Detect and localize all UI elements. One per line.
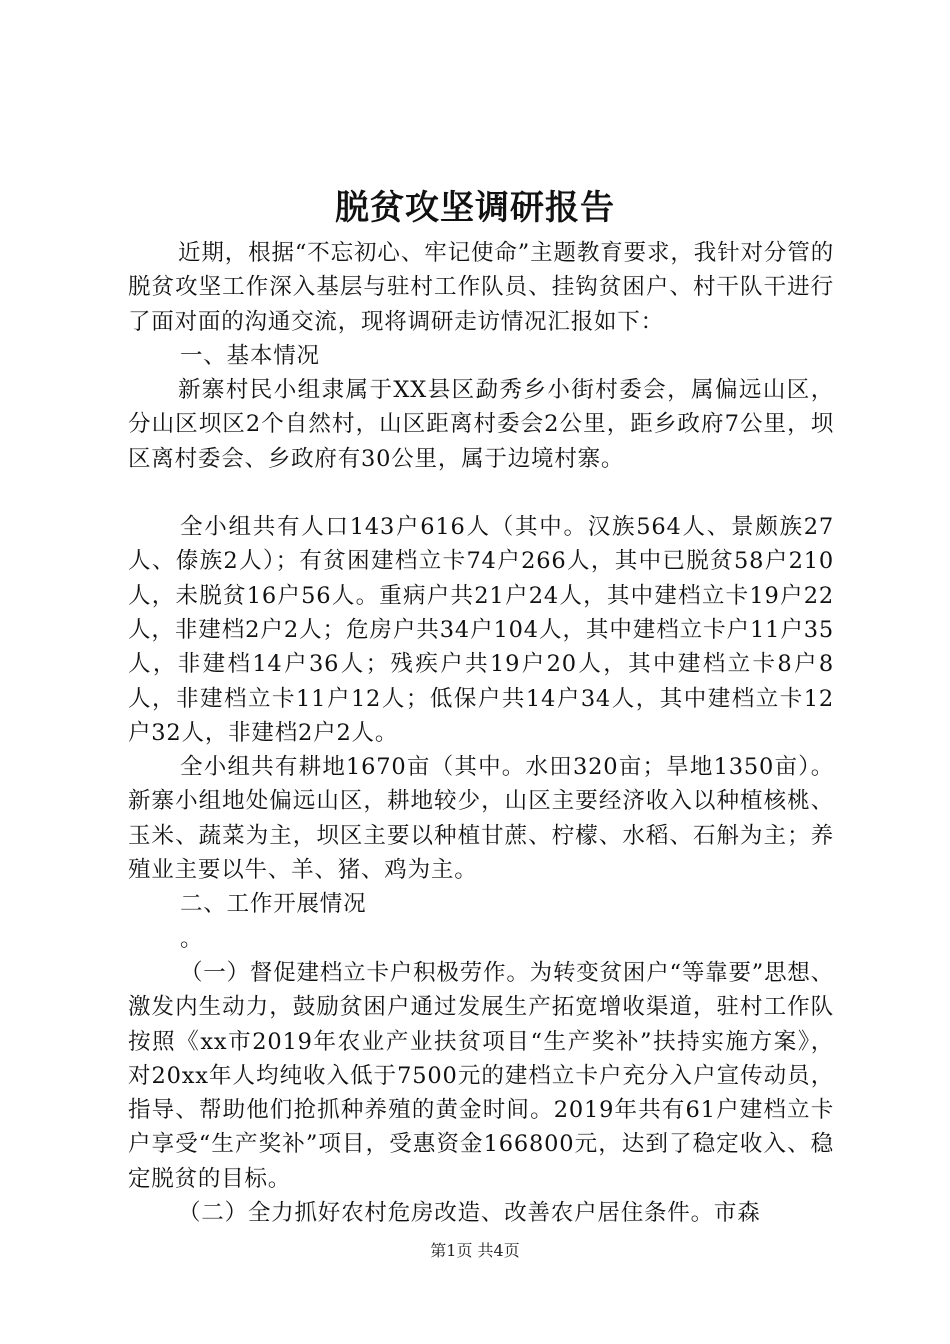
location-paragraph: 新寨村民小组隶属于XX县区勐秀乡小街村委会，属偏远山区，分山区坝区2个自然村，山区距离村委会2公里，距乡政府7公里，坝区离村委会、乡政府有30公里，属于边境村寨。	[128, 377, 834, 472]
farmland-paragraph: 全小组共有耕地1670亩（其中。水田320亩；旱地1350亩）。新寨小组地处偏远山区，耕地较少，山区主要经济收入以种植核桃、玉米、蔬菜为主，坝区主要以种植甘蔗、柠檬、水稻、石斛为主；养殖业主要以牛、羊、猪、鸡为主。	[128, 754, 834, 884]
document-body	[128, 236, 834, 1230]
page-footer: 第1页 共4页	[430, 1241, 520, 1260]
population-paragraph: 全小组共有人口143户616人（其中。汉族564人、景颇族27人、傣族2人）；有贫困建档立卡74户266人，其中已脱贫58户210人，未脱贫16户56人。重病户共21户24人，其中建档立卡19户22人，非建档2户2人；危房户共34户104人，其中建档立卡户11户35人，非建档14户36人；残疾户共19户20人，其中建档立卡8户8人，非建档立卡11户12人；低保户共14户34人，其中建档立卡12户32人，非建档2户2人。	[128, 514, 834, 746]
intro-paragraph: 近期，根据“不忘初心、牢记使命”主题教育要求，我针对分管的脱贫攻坚工作深入基层与驻村工作队员、挂钩贫困户、村干队干进行了面对面的沟通交流，现将调研走访情况汇报如下：	[128, 240, 834, 335]
section-heading-work: 二、工作开展情况	[180, 891, 367, 918]
work-item-two-paragraph: （二）全力抓好农村危房改造、改善农户居住条件。市森	[178, 1200, 761, 1227]
stray-punctuation: 。	[180, 925, 204, 952]
work-item-one-paragraph: （一）督促建档立卡户积极劳作。为转变贫困户“等靠要”思想、激发内生动力，鼓励贫困户通过发展生产拓宽增收渠道，驻村工作队按照《xx市2019年农业产业扶贫项目“生产奖补”扶持实施方案》，对20xx年人均纯收入低于7500元的建档立卡户充分入户宣传动员，指导、帮助他们抢抓种养殖的黄金时间。2019年共有61户建档立卡户享受“生产奖补”项目，受惠资金166800元，达到了稳定收入、稳定脱贫的目标。	[128, 959, 834, 1192]
paragraph-gap	[128, 476, 834, 510]
section-heading-basic: 一、基本情况	[180, 342, 320, 369]
document-title: 脱贫攻坚调研报告	[335, 188, 615, 228]
